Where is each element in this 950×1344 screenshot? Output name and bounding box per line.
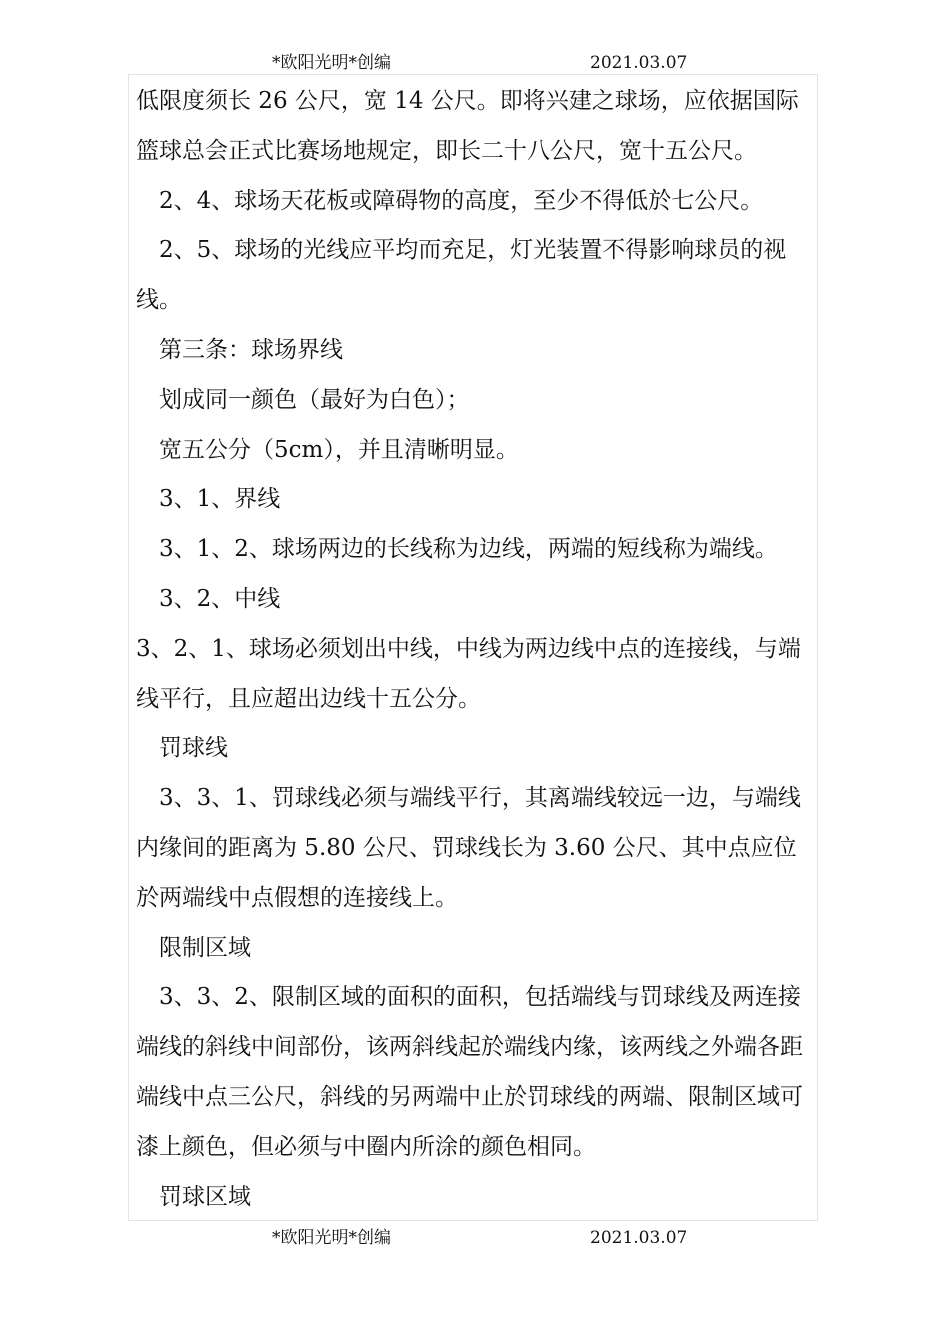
header-date: 2021.03.07 bbox=[590, 53, 688, 73]
paragraph: 3、2、中线 bbox=[159, 585, 281, 612]
paragraph: 3、3、2、限制区域的面积的面积，包括端线与罚球线及两连接端线的斜线中间部份，该两斜线起於端线内缘，该两线之外端各距端线中点三公尺，斜线的另两端中止於罚球线的两端、限制区域可漆上颜色，但必须与中圈内所涂的颜色相同。 bbox=[136, 984, 803, 1160]
paragraph: 罚球线 bbox=[159, 735, 228, 762]
footer-date: 2021.03.07 bbox=[590, 1228, 688, 1248]
paragraph: 低限度须长 26 公尺，宽 14 公尺。即将兴建之球场，应依据国际篮球总会正式比赛场地规定，即长二十八公尺，宽十五公尺。 bbox=[136, 88, 799, 164]
paragraph: 罚球区域 bbox=[159, 1183, 251, 1210]
footer-author: *欧阳光明*创编 bbox=[272, 1228, 391, 1248]
paragraph: 2、5、球场的光线应平均而充足，灯光装置不得影响球员的视线。 bbox=[136, 237, 787, 314]
paragraph: 宽五公分（5cm），并且清晰明显。 bbox=[159, 436, 519, 463]
paragraph: 3、1、2、球场两边的长线称为边线，两端的短线称为端线。 bbox=[159, 536, 778, 563]
document-body bbox=[136, 77, 812, 1222]
paragraph: 限制区域 bbox=[159, 934, 251, 961]
paragraph: 2、4、球场天花板或障碍物的高度，至少不得低於七公尺。 bbox=[159, 187, 764, 214]
page-header bbox=[0, 51, 950, 75]
header-author: *欧阳光明*创编 bbox=[272, 53, 391, 73]
page-footer bbox=[0, 1226, 950, 1250]
paragraph: 第三条：球场界线 bbox=[159, 336, 343, 363]
paragraph: 划成同一颜色（最好为白色）； bbox=[159, 386, 470, 413]
paragraph: 3、2、1、球场必须划出中线，中线为两边线中点的连接线，与端线平行，且应超出边线十五公分。 bbox=[136, 635, 801, 712]
paragraph: 3、1、界线 bbox=[159, 486, 281, 513]
paragraph: 3、3、1、罚球线必须与端线平行，其离端线较远一边，与端线内缘间的距离为 5.80 公尺、罚球线长为 3.60 公尺、其中点应位於两端线中点假想的连接线上。 bbox=[136, 785, 801, 911]
